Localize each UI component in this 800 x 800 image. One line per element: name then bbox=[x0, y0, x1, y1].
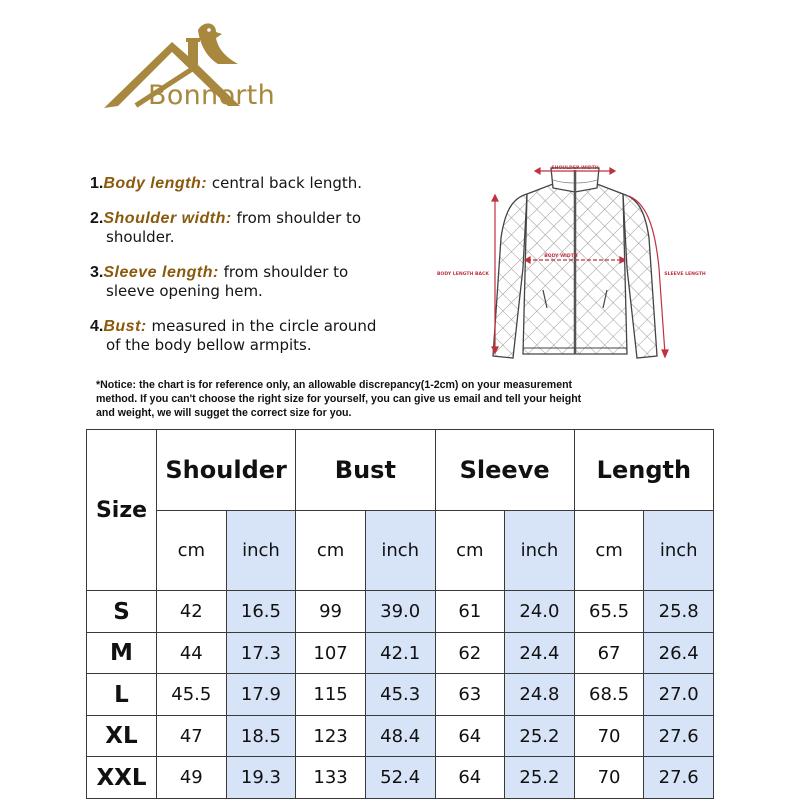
inch-value-cell: 45.3 bbox=[365, 674, 435, 716]
cm-value-cell: 63 bbox=[435, 674, 505, 716]
cm-value-cell: 70 bbox=[574, 757, 644, 799]
bust-header: Bust bbox=[296, 430, 435, 511]
inch-value-cell: 18.5 bbox=[226, 715, 296, 757]
cm-value-cell: 133 bbox=[296, 757, 366, 799]
size-label: S bbox=[87, 591, 157, 633]
table-row bbox=[87, 591, 714, 633]
definition-bust: 4.Bust: measured in the circle around of the body bellow armpits. bbox=[90, 317, 377, 354]
size-label: XL bbox=[87, 715, 157, 757]
unit-cm: cm bbox=[296, 511, 366, 591]
cm-value-cell: 62 bbox=[435, 632, 505, 674]
body-width-label: BODY WIDTH bbox=[544, 254, 578, 259]
size-label: L bbox=[87, 674, 157, 716]
definition-shoulder-width: 2.Shoulder width: from shoulder to shoulder. bbox=[90, 209, 362, 246]
length-header: Length bbox=[574, 430, 713, 511]
brand-name: Bonnorth bbox=[148, 80, 275, 111]
inch-value-cell: 17.9 bbox=[226, 674, 296, 716]
cm-value-cell: 44 bbox=[157, 632, 227, 674]
inch-value-cell: 24.4 bbox=[505, 632, 575, 674]
shoulder-width-label: SHOULDER WIDTH bbox=[551, 166, 599, 171]
inch-value-cell: 24.8 bbox=[505, 674, 575, 716]
cm-value-cell: 67 bbox=[574, 632, 644, 674]
table-row bbox=[87, 632, 714, 674]
inch-value-cell: 25.2 bbox=[505, 715, 575, 757]
unit-inch: inch bbox=[505, 511, 575, 591]
cm-value-cell: 123 bbox=[296, 715, 366, 757]
unit-header-row bbox=[87, 511, 714, 591]
cm-value-cell: 49 bbox=[157, 757, 227, 799]
unit-cm: cm bbox=[157, 511, 227, 591]
body-length-back-label: BODY LENGTH BACK bbox=[437, 272, 489, 277]
cm-value-cell: 99 bbox=[296, 591, 366, 633]
unit-inch: inch bbox=[226, 511, 296, 591]
inch-value-cell: 27.0 bbox=[644, 674, 714, 716]
shoulder-header: Shoulder bbox=[157, 430, 296, 511]
inch-value-cell: 39.0 bbox=[365, 591, 435, 633]
size-label: M bbox=[87, 632, 157, 674]
cm-value-cell: 61 bbox=[435, 591, 505, 633]
inch-value-cell: 27.6 bbox=[644, 757, 714, 799]
inch-value-cell: 52.4 bbox=[365, 757, 435, 799]
table-header-row bbox=[87, 430, 714, 511]
inch-value-cell: 48.4 bbox=[365, 715, 435, 757]
definition-body-length: 1.Body length: central back length. bbox=[90, 174, 363, 192]
table-row bbox=[87, 674, 714, 716]
inch-value-cell: 16.5 bbox=[226, 591, 296, 633]
size-chart-table bbox=[86, 429, 714, 799]
cm-value-cell: 64 bbox=[435, 757, 505, 799]
sleeve-length-label: SLEEVE LENGTH bbox=[664, 272, 706, 277]
unit-cm: cm bbox=[574, 511, 644, 591]
measurement-notice: *Notice: the chart is for reference only, an allowable discrepancy(1-2cm) on your measurement method. If you can't choose the right size for yourself, you can give us email and tell your height and weight, we will sugget the correct size for you. bbox=[96, 379, 582, 419]
inch-value-cell: 24.0 bbox=[505, 591, 575, 633]
sleeve-header: Sleeve bbox=[435, 430, 574, 511]
cm-value-cell: 107 bbox=[296, 632, 366, 674]
cm-value-cell: 47 bbox=[157, 715, 227, 757]
definition-sleeve-length: 3.Sleeve length: from shoulder to sleeve opening hem. bbox=[90, 263, 349, 300]
inch-value-cell: 25.8 bbox=[644, 591, 714, 633]
table-row bbox=[87, 757, 714, 799]
jacket-measurement-diagram bbox=[435, 158, 710, 368]
unit-inch: inch bbox=[365, 511, 435, 591]
inch-value-cell: 42.1 bbox=[365, 632, 435, 674]
cm-value-cell: 68.5 bbox=[574, 674, 644, 716]
inch-value-cell: 19.3 bbox=[226, 757, 296, 799]
inch-value-cell: 17.3 bbox=[226, 632, 296, 674]
inch-value-cell: 25.2 bbox=[505, 757, 575, 799]
jacket-right-sleeve bbox=[623, 194, 657, 358]
cm-value-cell: 42 bbox=[157, 591, 227, 633]
cm-value-cell: 45.5 bbox=[157, 674, 227, 716]
unit-cm: cm bbox=[435, 511, 505, 591]
inch-value-cell: 27.6 bbox=[644, 715, 714, 757]
cm-value-cell: 115 bbox=[296, 674, 366, 716]
cm-value-cell: 70 bbox=[574, 715, 644, 757]
table-row bbox=[87, 715, 714, 757]
size-label: XXL bbox=[87, 757, 157, 799]
jacket-left-sleeve bbox=[493, 194, 527, 358]
size-column-header: Size bbox=[87, 430, 157, 591]
inch-value-cell: 26.4 bbox=[644, 632, 714, 674]
cm-value-cell: 65.5 bbox=[574, 591, 644, 633]
unit-inch: inch bbox=[644, 511, 714, 591]
cm-value-cell: 64 bbox=[435, 715, 505, 757]
